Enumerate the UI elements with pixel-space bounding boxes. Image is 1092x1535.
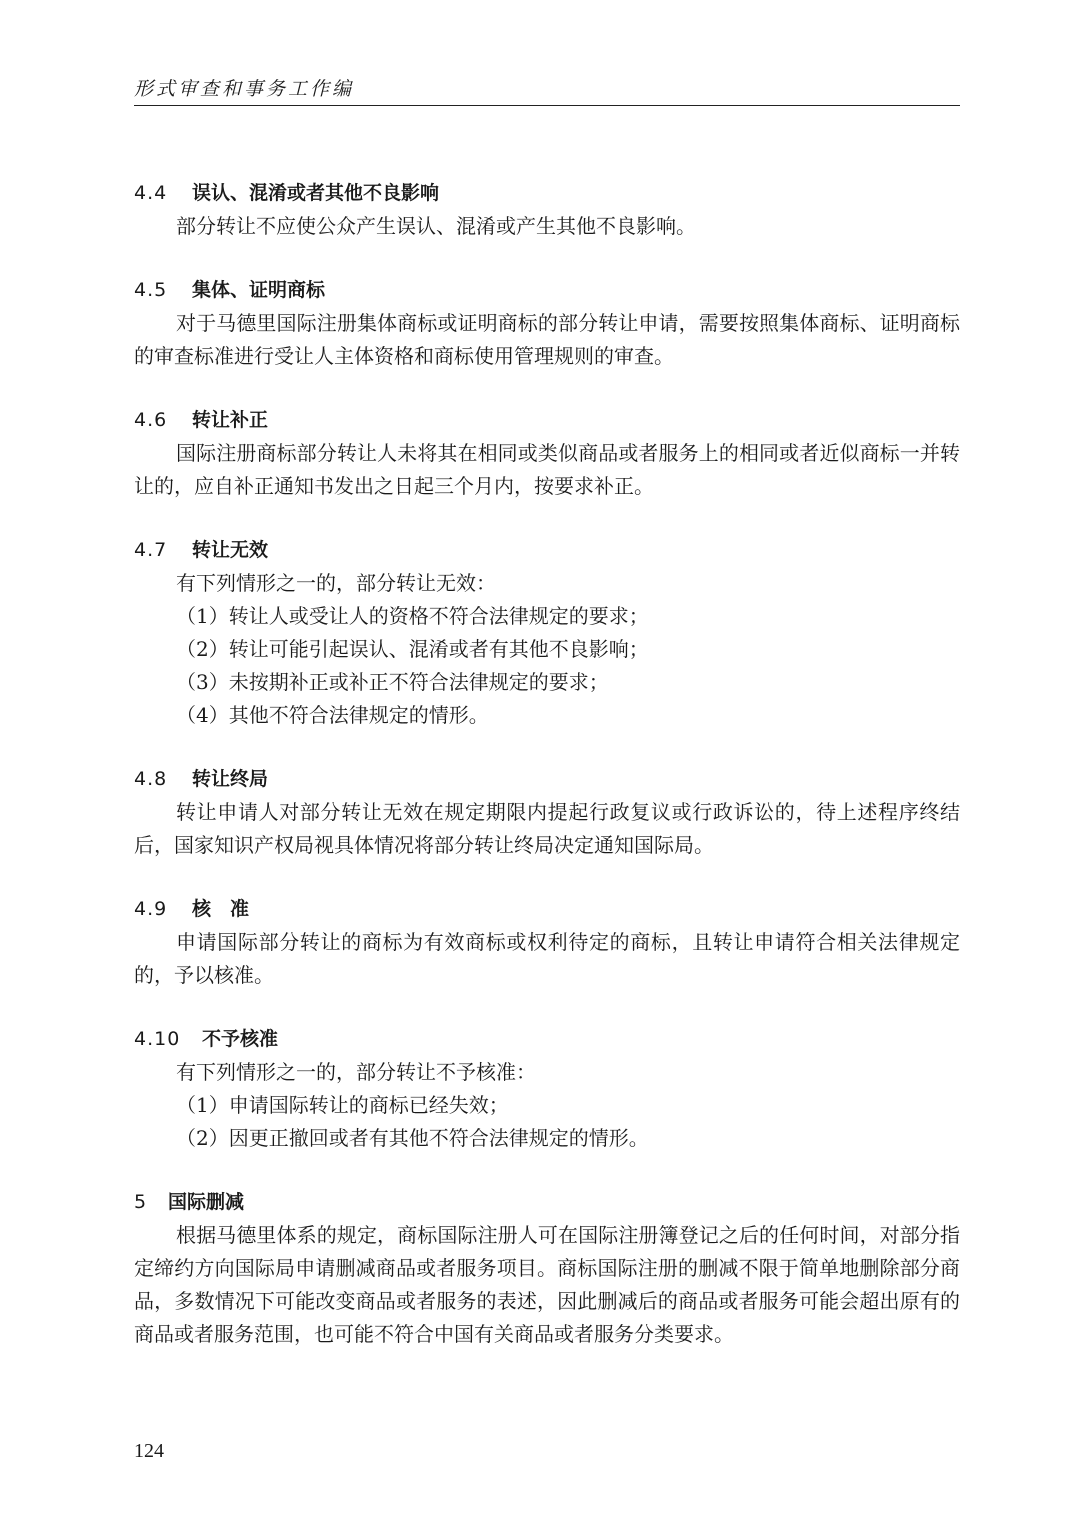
section-heading <box>134 533 960 567</box>
section-heading <box>134 762 960 796</box>
section-number: 4.5 <box>134 279 168 301</box>
section-title: 不予核准 <box>202 1028 279 1050</box>
section-4-5 <box>134 273 960 373</box>
list-item: （2）转让可能引起误认、混淆或者有其他不良影响； <box>176 637 649 661</box>
section-heading <box>134 176 960 210</box>
section-number: 4.6 <box>134 409 168 431</box>
section-heading <box>134 892 960 926</box>
section-heading <box>134 403 960 437</box>
paragraph: 国际注册商标部分转让人未将其在相同或类似商品或者服务上的相同或者近似商标一并转让的，应自补正通知书发出之日起三个月内，按要求补正。 <box>134 441 960 498</box>
section-number: 4.9 <box>134 898 168 920</box>
list-item: （2）因更正撤回或者有其他不符合法律规定的情形。 <box>176 1126 649 1150</box>
section-4-6 <box>134 403 960 503</box>
section-number: 5 <box>134 1191 148 1213</box>
page-number: 124 <box>134 1440 164 1462</box>
page-body <box>134 176 960 1381</box>
section-heading <box>134 1022 960 1056</box>
section-title: 转让终局 <box>192 768 269 790</box>
section-5 <box>134 1185 960 1351</box>
section-4-4 <box>134 176 960 243</box>
section-title: 集体、证明商标 <box>192 279 326 301</box>
list-item: （1）申请国际转让的商标已经失效； <box>176 1093 509 1117</box>
paragraph: 根据马德里体系的规定，商标国际注册人可在国际注册簿登记之后的任何时间，对部分指定缔约方向国际局申请删减商品或者服务项目。商标国际注册的删减不限于简单地删除部分商品，多数情况下可能改变商品或者服务的表述，因此删减后的商品或者服务可能会超出原有的商品或者服务范围，也可能不符合中国有关商品或者服务分类要求。 <box>134 1223 960 1346</box>
section-number: 4.4 <box>134 182 168 204</box>
section-title: 国际删减 <box>168 1191 245 1213</box>
list-item: （1）转让人或受让人的资格不符合法律规定的要求； <box>176 604 649 628</box>
section-title: 核 准 <box>192 898 250 920</box>
paragraph: 转让申请人对部分转让无效在规定期限内提起行政复议或行政诉讼的，待上述程序终结后，国家知识产权局视具体情况将部分转让终局决定通知国际局。 <box>134 800 960 857</box>
section-number: 4.7 <box>134 539 168 561</box>
paragraph: 对于马德里国际注册集体商标或证明商标的部分转让申请，需要按照集体商标、证明商标的审查标准进行受让人主体资格和商标使用管理规则的审查。 <box>134 311 960 368</box>
section-heading <box>134 273 960 307</box>
section-heading <box>134 1185 960 1219</box>
list-item: （3）未按期补正或补正不符合法律规定的要求； <box>176 670 609 694</box>
section-4-10 <box>134 1022 960 1155</box>
section-number: 4.10 <box>134 1028 181 1050</box>
header-rule <box>134 105 960 106</box>
section-number: 4.8 <box>134 768 168 790</box>
section-4-9 <box>134 892 960 992</box>
section-4-7 <box>134 533 960 732</box>
section-4-8 <box>134 762 960 862</box>
running-title: 形式审查和事务工作编 <box>134 78 355 100</box>
paragraph: 部分转让不应使公众产生误认、混淆或产生其他不良影响。 <box>176 214 696 238</box>
section-title: 转让无效 <box>192 539 269 561</box>
section-title: 转让补正 <box>192 409 269 431</box>
section-title: 误认、混淆或者其他不良影响 <box>192 182 440 204</box>
paragraph: 申请国际部分转让的商标为有效商标或权利待定的商标，且转让申请符合相关法律规定的，予以核准。 <box>134 930 960 987</box>
list-item: （4）其他不符合法律规定的情形。 <box>176 703 489 727</box>
paragraph: 有下列情形之一的，部分转让无效： <box>176 571 496 595</box>
paragraph: 有下列情形之一的，部分转让不予核准： <box>176 1060 536 1084</box>
